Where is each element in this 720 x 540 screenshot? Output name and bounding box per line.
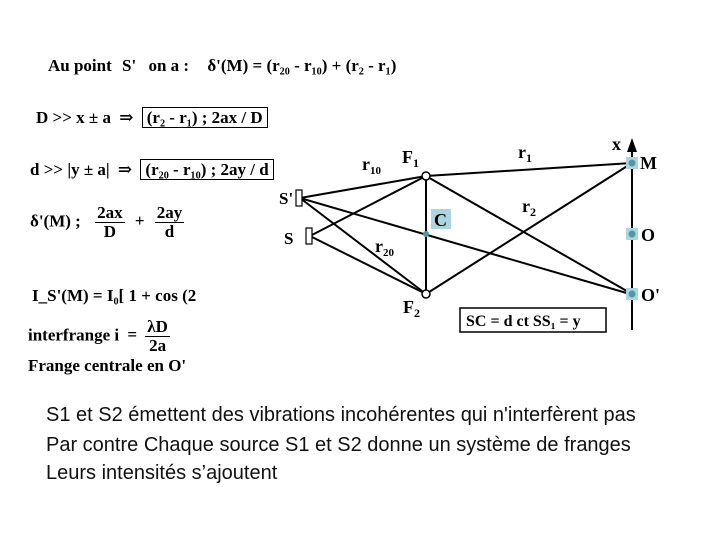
point-O-prime: [629, 291, 636, 298]
label-O: O: [641, 225, 656, 245]
point-C: [423, 231, 429, 237]
label-S-prime: S': [279, 189, 294, 208]
source-S-prime-marker: [296, 190, 302, 206]
point-M: [629, 160, 636, 167]
big-D-condition: D >> x ± a: [36, 108, 111, 127]
fraction-denominator: D: [103, 221, 116, 241]
delta-definition: δ'(M) = (r₂₀ - r₁₀) + (r₂ - r₁): [207, 56, 397, 75]
at-point-prefix: Au point: [48, 56, 112, 75]
label-O-prime: O': [641, 285, 661, 305]
ray-F1-O-prime: [426, 176, 632, 294]
slit-F2-marker: [422, 290, 430, 298]
plus-sign: +: [134, 211, 145, 231]
caption-line-2: Par contre Chaque source S1 et S2 donne un système de franges: [46, 434, 631, 456]
fraction-numerator: λD: [147, 317, 168, 336]
label-r20: $r_{20}$: [375, 236, 394, 259]
label-r10: $r_{10}$: [362, 154, 381, 177]
formula-intensity: I_S'(M) = I₀[ 1 + cos (2: [32, 286, 197, 305]
caption-line-1: S1 et S2 émettent des vibrations incohérentes qui n'interfèrent pas: [46, 404, 636, 426]
big-D-result: (r₂ - r₁) ; 2ax / D: [142, 107, 268, 128]
formula-central-fringe: Frange centrale en O': [28, 356, 187, 375]
ray-r10: [300, 176, 426, 198]
ray-S-prime-F2: [300, 198, 426, 294]
label-S: S: [284, 229, 294, 248]
delta-approx-lhs: δ'(M) ;: [30, 211, 81, 231]
fraction-denominator: 2a: [149, 335, 167, 355]
label-F1: $F_1$: [402, 147, 419, 170]
ray-S-prime-O-prime: [300, 198, 630, 294]
implies-arrow-icon: ⇒: [119, 108, 134, 127]
label-M: M: [640, 153, 657, 173]
at-point-source: S': [122, 56, 137, 75]
ray-r2: [426, 163, 632, 294]
label-r1: $r_1$: [518, 142, 532, 165]
small-d-condition: d >> |y ± a|: [30, 160, 110, 179]
label-x: x: [612, 134, 621, 154]
caption-line-3: Leurs intensités s’ajoutent: [46, 462, 278, 484]
x-axis-arrow-icon: [627, 138, 637, 152]
at-point-suffix: on a :: [148, 56, 190, 75]
fraction-denominator: d: [164, 221, 175, 241]
point-O: [629, 231, 636, 238]
label-r2: $r_2$: [522, 196, 536, 219]
label-C: C: [434, 210, 447, 230]
fraction-numerator: 2ax: [97, 203, 123, 222]
interfrange-label: interfrange i: [28, 325, 120, 345]
sc-box-text: SC = d ct SS₁ = y: [466, 313, 581, 330]
label-F2: $F_2$: [403, 297, 420, 320]
fraction-numerator: 2ay: [156, 203, 183, 222]
small-d-result: (r₂₀ - r₁₀) ; 2ay / d: [140, 159, 273, 180]
equals-sign: =: [127, 325, 138, 345]
implies-arrow-icon: ⇒: [117, 160, 133, 179]
ray-r20: [310, 236, 426, 294]
source-S-marker: [306, 228, 312, 244]
slit-F1-marker: [422, 172, 430, 180]
